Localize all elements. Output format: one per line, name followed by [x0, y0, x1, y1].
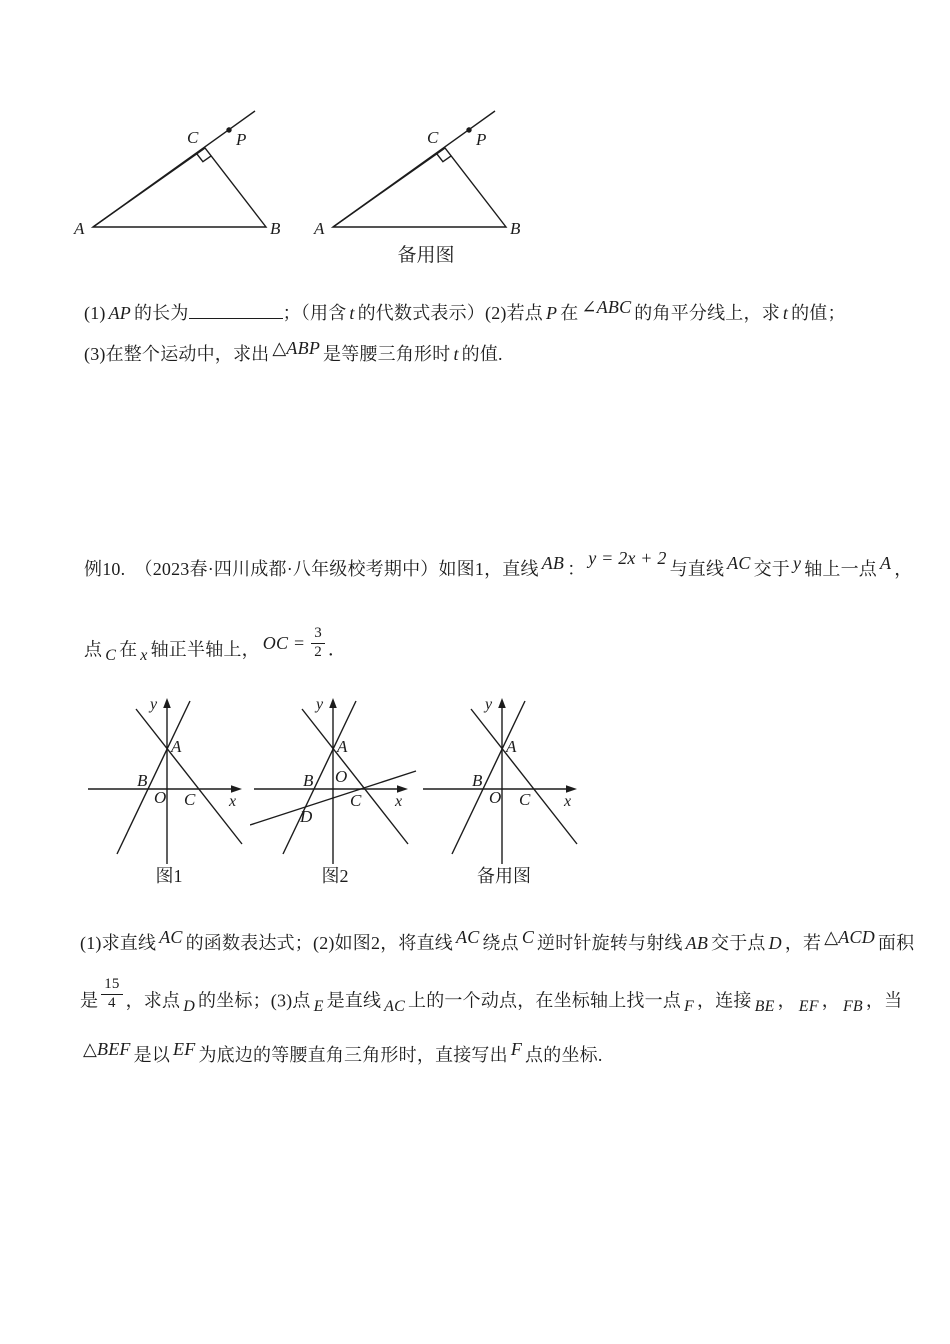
math-run: AC [456, 927, 480, 947]
text-run: 的坐标；(3)点 [197, 990, 311, 1011]
example10-question-line2 [80, 976, 903, 1020]
triangle-spare-caption: 备用图 [397, 245, 455, 266]
label-C: C [184, 790, 196, 809]
label-P: P [236, 130, 247, 149]
text-run: 的代数式表示）(2)若点 [357, 302, 543, 323]
text-run: 点 [84, 639, 103, 660]
point-P-dot [226, 127, 231, 132]
text-run: 绕点 [482, 933, 519, 953]
math-run: AC [384, 998, 406, 1016]
label-C: C [519, 790, 531, 809]
math-run: y = 2x + 2 [588, 548, 667, 568]
math-run: D [768, 933, 782, 953]
text-run: ，求点 [125, 990, 181, 1011]
math-run: D [183, 998, 195, 1016]
label-B: B [270, 219, 281, 238]
label-B: B [137, 771, 148, 790]
label-y: y [485, 696, 493, 713]
math-run: t [453, 344, 459, 364]
label-C: C [427, 128, 439, 147]
text-run: 的值； [791, 302, 846, 323]
math-run: AB [685, 933, 709, 953]
graph-figure-spare [419, 692, 589, 875]
label-C: C [350, 791, 362, 810]
text-run: 面积 [877, 933, 915, 953]
label-C: C [187, 128, 199, 147]
graph2-caption: 图2 [321, 866, 349, 886]
math-run: △ACD [824, 927, 875, 947]
triangle-ABC [333, 148, 506, 227]
text-run: 的角平分线上，求 [634, 302, 780, 323]
triangle-figure-1 [66, 96, 286, 251]
graph1-caption: 图1 [155, 866, 183, 886]
x-axis-arrow-icon [397, 785, 408, 793]
math-run: F [510, 1039, 523, 1059]
label-B: B [303, 771, 314, 790]
math-run: A [880, 553, 892, 573]
text-run: 在 [119, 639, 138, 660]
text-run: 是等腰三角形时 [323, 344, 451, 364]
label-x: x [564, 793, 572, 810]
math-run: EF [173, 1039, 196, 1059]
x-axis-arrow-icon [566, 785, 577, 793]
math-run: E [313, 998, 324, 1016]
problem9-line1 [84, 296, 846, 327]
text-run: ． [327, 639, 347, 660]
text-run: 是直线 [326, 990, 382, 1011]
math-run: AC [159, 927, 183, 947]
text-run: (3)在整个运动中，求出 [84, 344, 270, 364]
math-run: x [140, 647, 148, 665]
label-A: A [171, 737, 182, 756]
right-angle-mark [437, 154, 451, 162]
line-AC [136, 709, 242, 844]
text-run: 点的坐标. [525, 1045, 603, 1065]
point-P-dot [466, 127, 471, 132]
line-AC [471, 709, 577, 844]
line-AB [452, 701, 525, 854]
text-run: ， [821, 990, 840, 1011]
fraction: $\frac{3}{2}$ [311, 625, 325, 661]
problem9-line2 [84, 338, 503, 368]
text-run: ，连接 [697, 990, 752, 1011]
math-run: ∠ABC [581, 296, 632, 317]
text-run: 例10. （2023春·四川成都·八年级校考期中）如图1，直线 [84, 559, 539, 579]
label-y: y [150, 696, 158, 713]
label-A: A [506, 737, 517, 756]
text-run: 逆时针旋转与射线 [537, 933, 683, 953]
y-axis-arrow-icon [498, 698, 506, 708]
label-y: y [316, 696, 324, 713]
text-run: 的函数表达式；(2)如图2，将直线 [185, 933, 453, 953]
label-A: A [337, 737, 348, 756]
text-run: ；（用含 [282, 302, 347, 323]
text-run: (1)求直线 [80, 933, 157, 953]
triangle-ABC [93, 148, 266, 227]
label-A: A [314, 219, 325, 238]
text-run: 是以 [133, 1045, 171, 1065]
math-run: F [684, 998, 695, 1016]
math-run: EF [798, 998, 819, 1016]
text-run: 为底边的等腰直角三角形时，直接写出 [198, 1045, 508, 1065]
line-AC [302, 709, 408, 844]
y-axis-arrow-icon [163, 698, 171, 708]
math-run: △BEF [83, 1039, 131, 1059]
math-run: y [792, 553, 802, 573]
math-run: t [782, 302, 789, 323]
label-B: B [472, 771, 483, 790]
text-run: 在 [560, 302, 579, 323]
math-run: P [546, 302, 558, 323]
label-x: x [229, 793, 237, 810]
triangle-figure-spare [306, 96, 526, 251]
math-run: AP [108, 302, 131, 323]
y-axis-arrow-icon [329, 698, 337, 708]
text-run: 的长为 [133, 302, 189, 323]
label-O: O [489, 788, 502, 807]
x-axis-arrow-icon [231, 785, 242, 793]
math-run: C [521, 927, 535, 947]
graph-figure-1 [84, 692, 254, 875]
label-x: x [395, 793, 403, 810]
answer-blank [189, 299, 283, 319]
line-AB [117, 701, 190, 854]
math-run: OC = [262, 633, 306, 654]
graph-figure-2 [250, 692, 420, 875]
text-run: ， [894, 559, 913, 579]
label-O: O [335, 767, 348, 786]
math-run: FB [842, 998, 863, 1016]
text-run: 的值. [461, 344, 503, 364]
text-run: ，若 [784, 933, 822, 953]
text-run: 轴上一点 [804, 559, 877, 579]
math-run: BE [754, 998, 775, 1016]
text-run: 轴正半轴上， [150, 639, 260, 660]
math-run: △ABP [272, 338, 321, 358]
label-B: B [510, 219, 521, 238]
text-run: ： [567, 559, 586, 579]
text-run: ，当 [865, 990, 903, 1011]
example10-question-line1 [80, 927, 915, 957]
text-run: 与直线 [669, 559, 725, 579]
right-angle-mark [197, 154, 211, 162]
math-run: t [349, 302, 355, 323]
text-run: ， [777, 990, 796, 1011]
label-A: A [74, 219, 85, 238]
math-run: AC [727, 553, 751, 573]
example10-intro-line1 [84, 548, 913, 583]
example10-intro-line2 [84, 625, 347, 669]
math-run: C [105, 647, 117, 665]
text-run: 是 [80, 990, 99, 1011]
text-run: 交于 [753, 559, 790, 579]
math-run: AB [541, 553, 565, 573]
text-run: (1) [84, 302, 106, 323]
graph-spare-caption: 备用图 [477, 866, 531, 886]
label-P: P [476, 130, 487, 149]
fraction: $\frac{15}{4}$ [101, 976, 122, 1012]
text-run: 上的一个动点，在坐标轴上找一点 [408, 990, 682, 1011]
label-O: O [154, 788, 167, 807]
example10-question-line3 [80, 1039, 603, 1069]
text-run: 交于点 [711, 933, 766, 953]
label-D: D [300, 807, 313, 826]
